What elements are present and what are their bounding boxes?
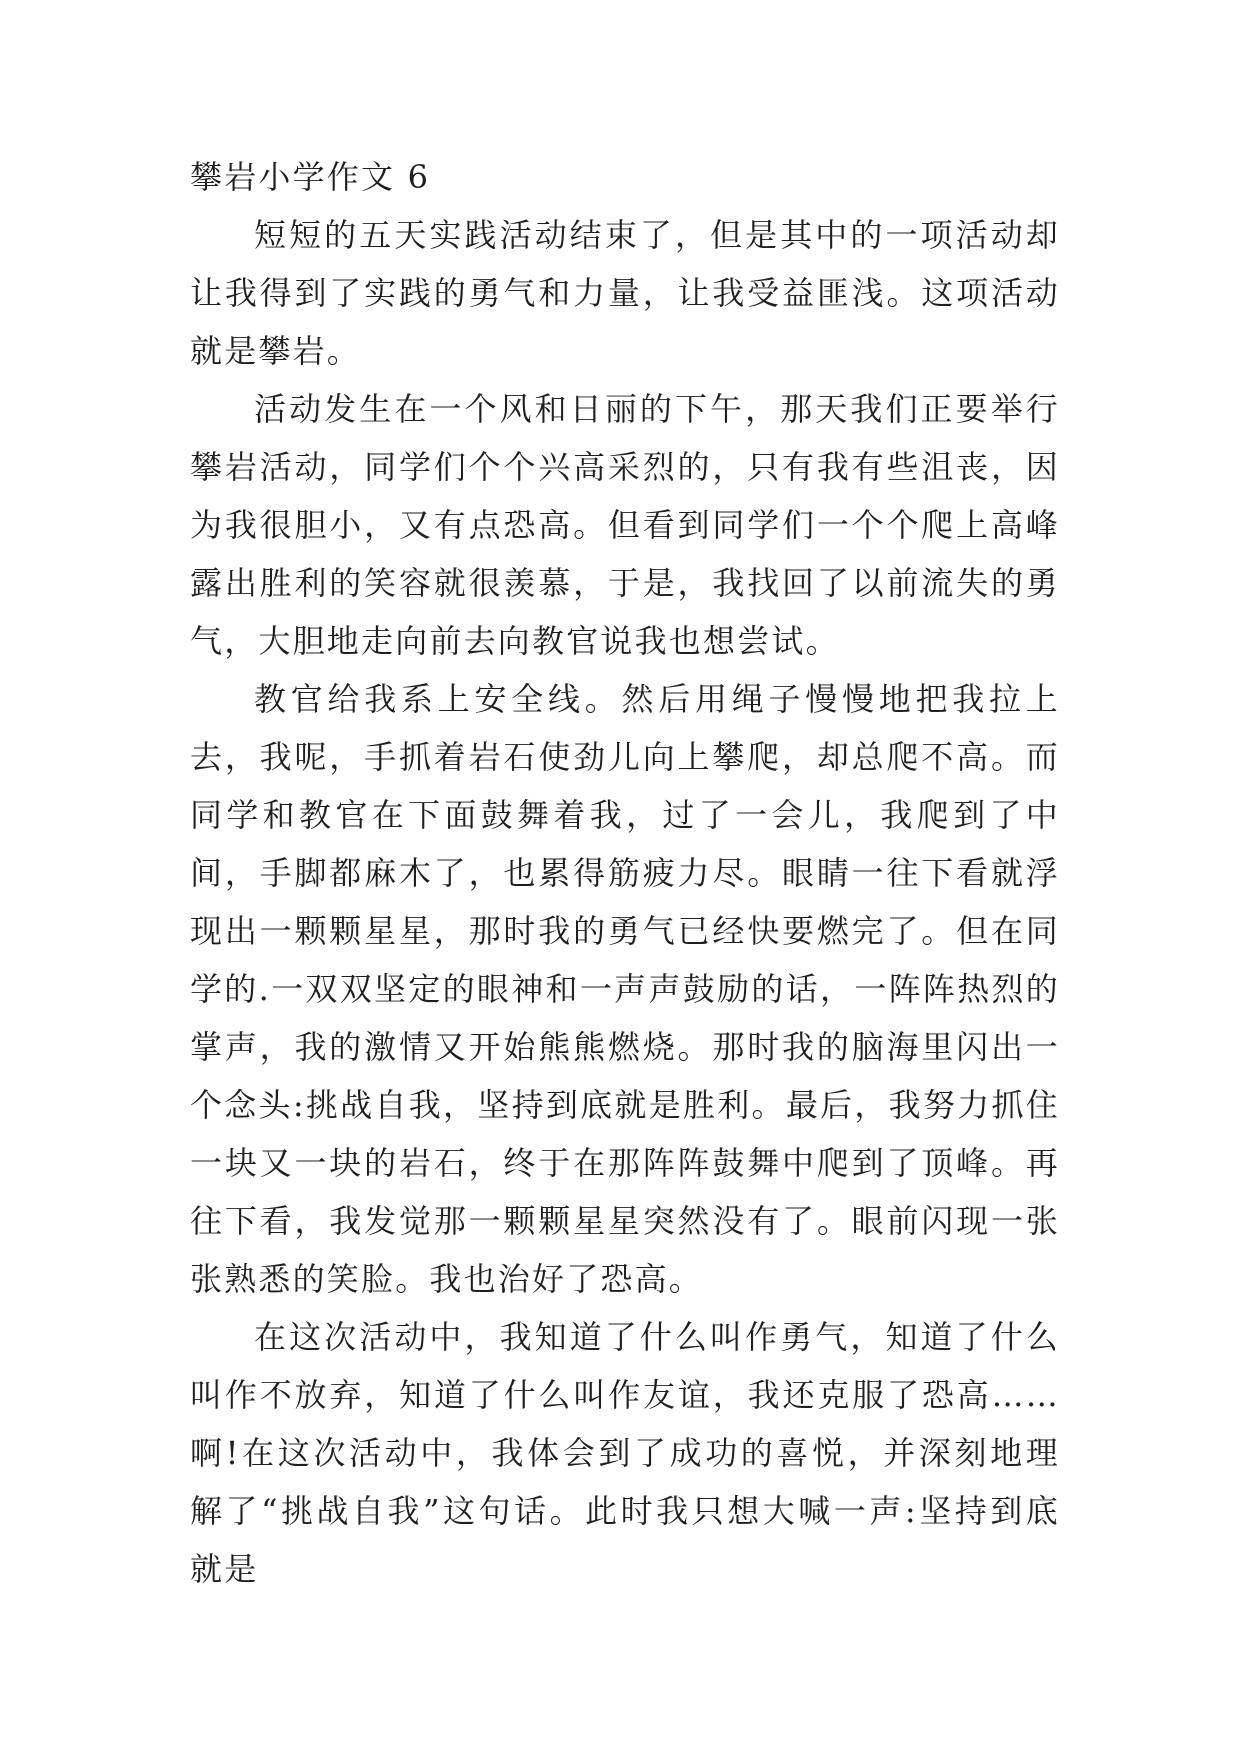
paragraph-2: 活动发生在一个风和日丽的下午，那天我们正要举行攀岩活动，同学们个个兴高采烈的，只有我有些沮丧，因为我很胆小，又有点恐高。但看到同学们一个个爬上高峰露出胜利的笑容就很羡慕，于是，我找回了以前流失的勇气，大胆地走向前去向教官说我也想尝试。 [190,390,1060,660]
paragraph-1: 短短的五天实践活动结束了，但是其中的一项活动却让我得到了实践的勇气和力量，让我受益匪浅。这项活动就是攀岩。 [190,216,1060,370]
document-title: 攀岩小学作文 6 [190,158,431,196]
essay-body [190,148,1060,1598]
paragraph-4: 在这次活动中，我知道了什么叫作勇气，知道了什么叫作不放弃，知道了什么叫作友谊，我还克服了恐高……啊!在这次活动中，我体会到了成功的喜悦，并深刻地理解了“挑战自我”这句话。此时我只想大喊一声:坚持到底就是 [190,1318,1060,1588]
paragraph-3: 教官给我系上安全线。然后用绳子慢慢地把我拉上去，我呢，手抓着岩石使劲儿向上攀爬，却总爬不高。而同学和教官在下面鼓舞着我，过了一会儿，我爬到了中间，手脚都麻木了，也累得筋疲力尽。眼睛一往下看就浮现出一颗颗星星，那时我的勇气已经快要燃完了。但在同学的.一双双坚定的眼神和一声声鼓励的话，一阵阵热烈的掌声，我的激情又开始熊熊燃烧。那时我的脑海里闪出一个念头:挑战自我，坚持到底就是胜利。最后，我努力抓住一块又一块的岩石，终于在那阵阵鼓舞中爬到了顶峰。再往下看，我发觉那一颗颗星星突然没有了。眼前闪现一张张熟悉的笑脸。我也治好了恐高。 [190,680,1060,1298]
